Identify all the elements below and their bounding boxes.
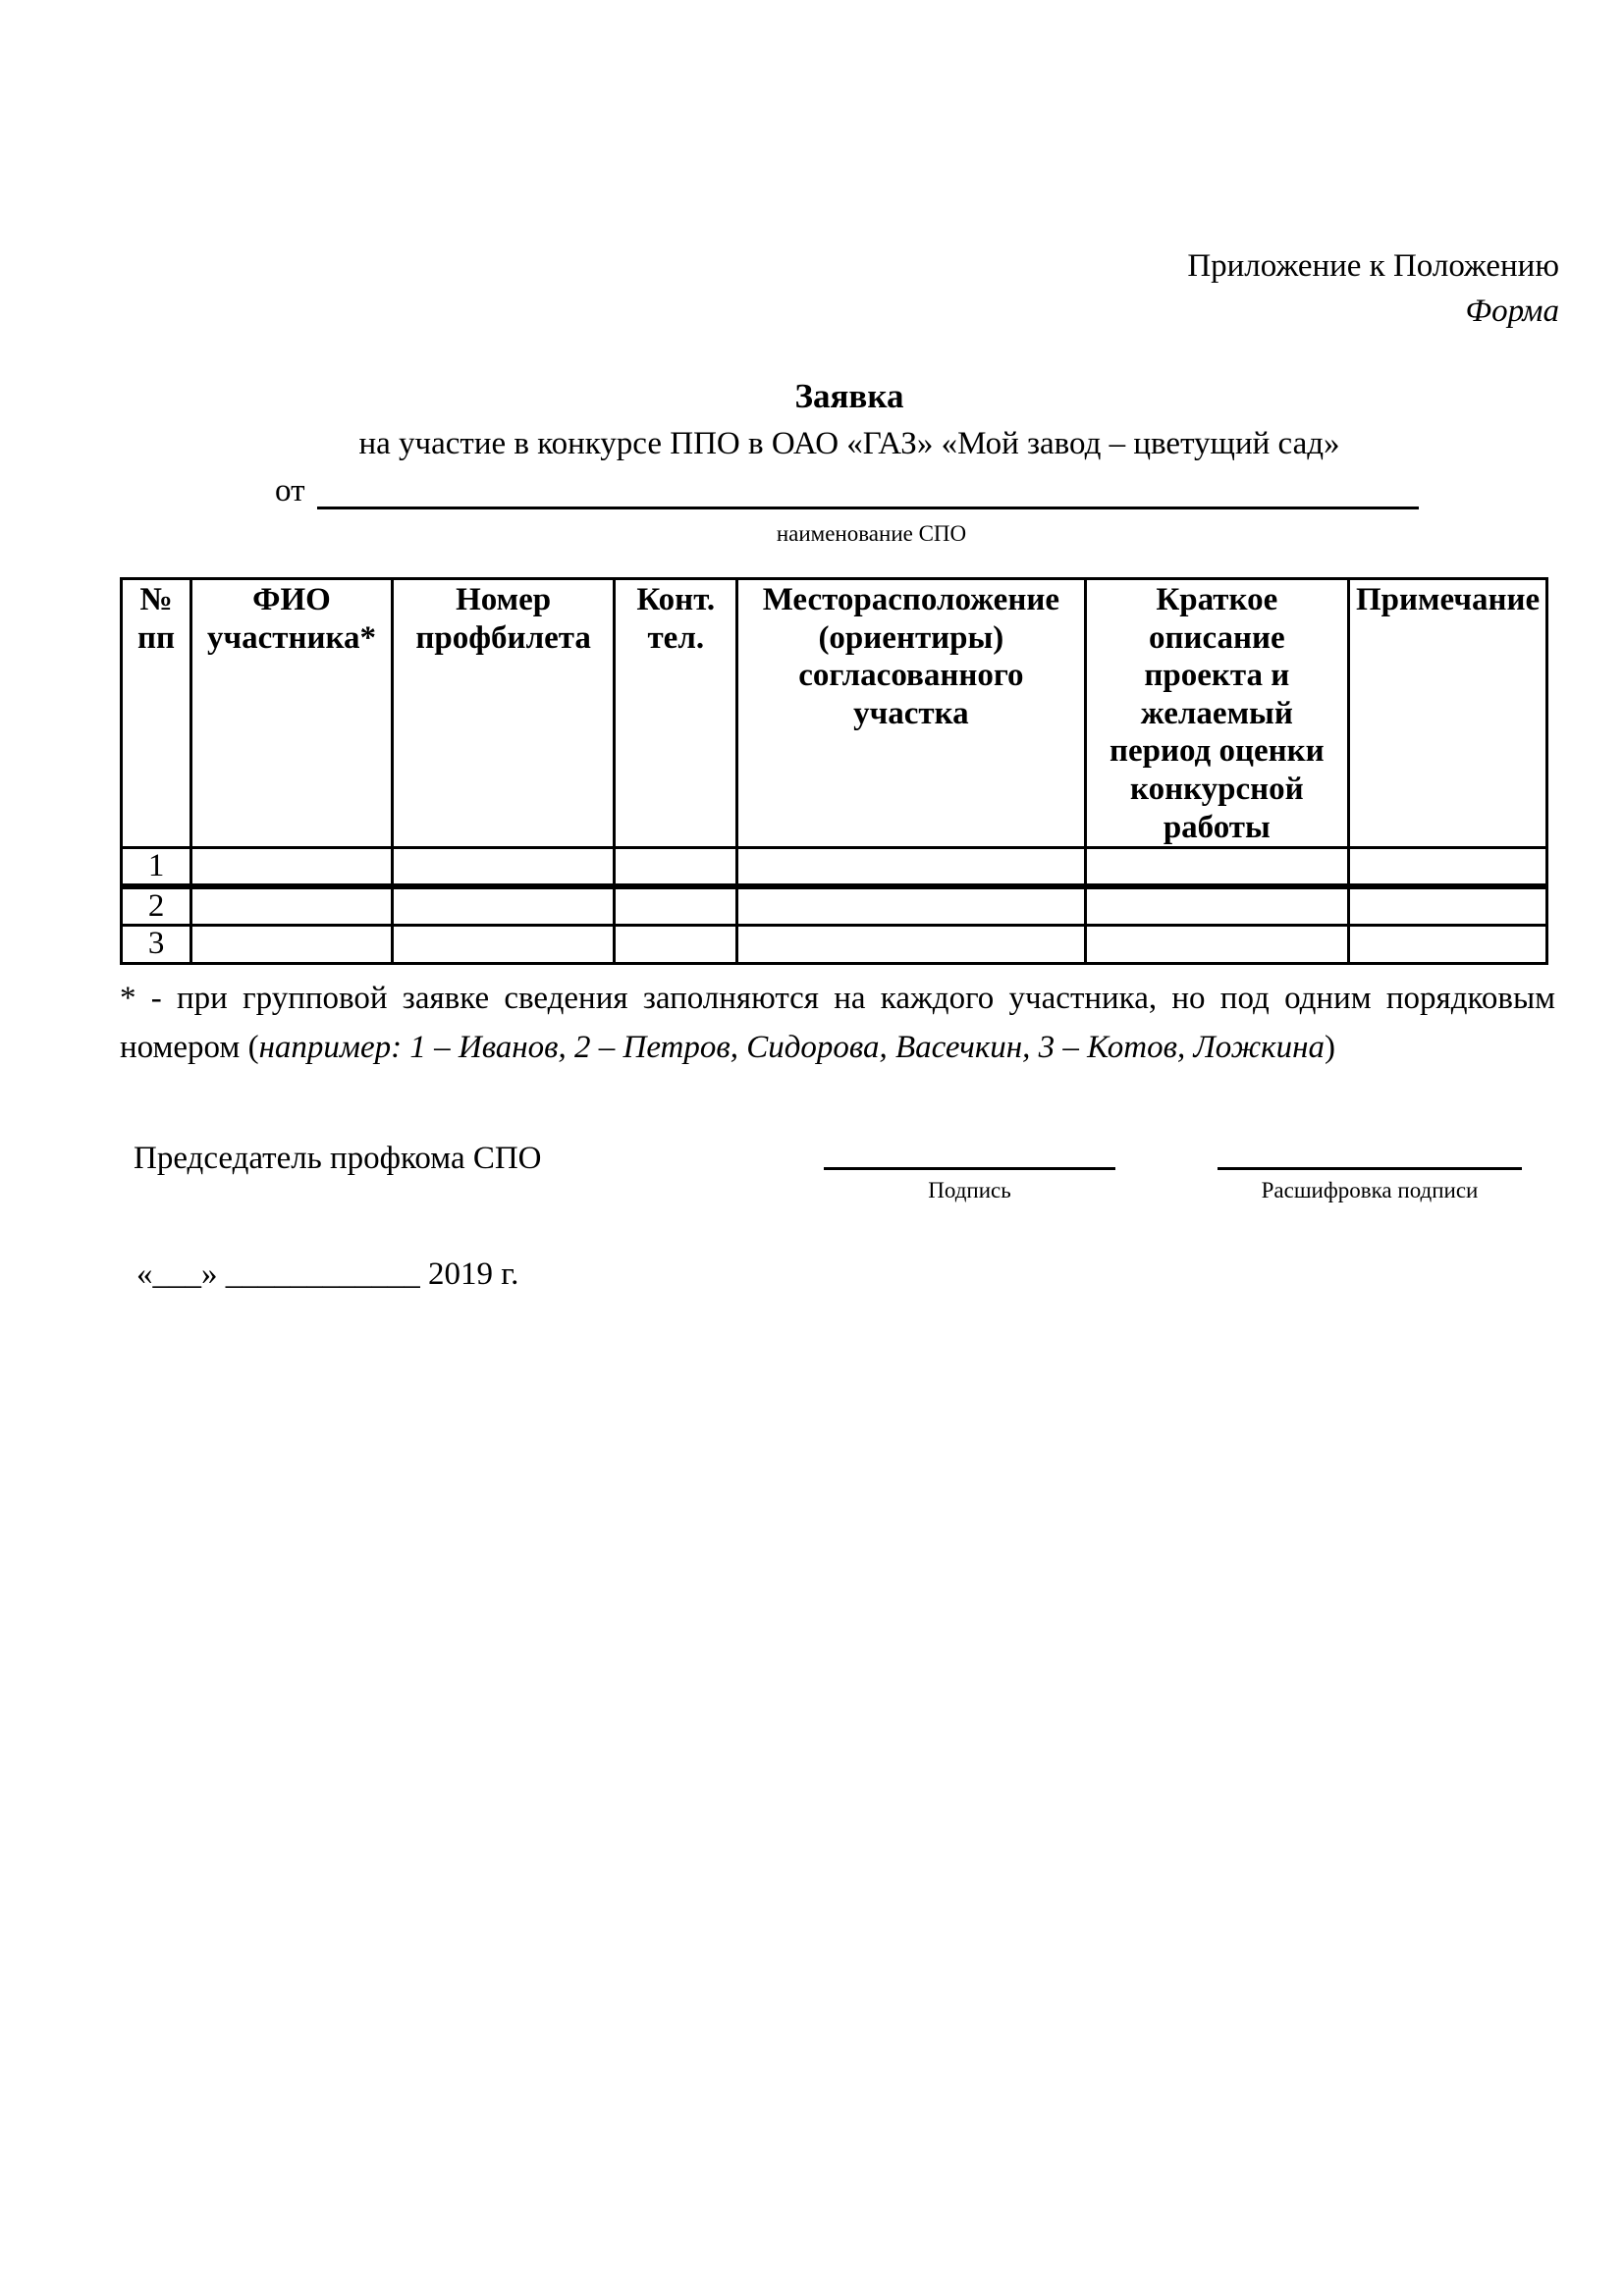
table-cell [737, 886, 1085, 925]
col-header-number: № пп [122, 579, 191, 848]
table-cell [1349, 925, 1547, 963]
spo-name-blank [317, 473, 1420, 509]
from-line [275, 473, 1419, 509]
table-cell [392, 886, 615, 925]
table-header-row [122, 579, 1547, 848]
table-cell [615, 848, 737, 886]
footnote-example: например: 1 – Иванов, 2 – Петров, Сидорова, Васечкин, 3 – Котов, Ложкина [258, 1030, 1325, 1066]
table-cell [191, 886, 393, 925]
footnote-closing: ) [1325, 1030, 1335, 1066]
table-row [122, 848, 1547, 886]
row-number-cell: 1 [122, 848, 191, 886]
col-header-location: Месторасположение (ориентиры) согласованного участка [737, 579, 1085, 848]
signature-decode-caption: Расшифровка подписи [1261, 1178, 1479, 1202]
signature-blank [824, 1135, 1115, 1170]
row-number-cell: 3 [122, 925, 191, 963]
table-cell [1349, 848, 1547, 886]
table-row [122, 925, 1547, 963]
table-cell [392, 848, 615, 886]
col-header-union-card-number: Номер профбилета [392, 579, 615, 848]
signature-caption: Подпись [928, 1178, 1011, 1202]
col-header-note: Примечание [1349, 579, 1547, 848]
table-cell [392, 925, 615, 963]
page-title: Заявка [794, 377, 904, 415]
table-row [122, 886, 1547, 925]
signature-decode-blank [1218, 1135, 1522, 1170]
spo-name-caption: наименование СПО [776, 521, 967, 546]
table-cell [737, 925, 1085, 963]
appendix-line: Приложение к Положению [1187, 248, 1559, 284]
col-header-contact-phone: Конт. тел. [615, 579, 737, 848]
appendix-block [1187, 243, 1559, 334]
table-cell [1349, 886, 1547, 925]
chairman-label: Председатель профкома СПО [134, 1141, 542, 1176]
table-cell [615, 925, 737, 963]
from-label: от [275, 473, 305, 508]
row-number-cell: 2 [122, 886, 191, 925]
footnote [120, 974, 1555, 1072]
page-subtitle: на участие в конкурсе ППО в ОАО «ГАЗ» «Мой завод – цветущий сад» [358, 426, 1340, 461]
col-header-project-description: Краткое описание проекта и желаемый период оценки конкурсной работы [1085, 579, 1349, 848]
table-cell [615, 886, 737, 925]
table-cell [191, 848, 393, 886]
participants-table [120, 577, 1548, 965]
date-line: «___» ____________ 2019 г. [136, 1256, 519, 1292]
col-header-participant-name: ФИО участника* [191, 579, 393, 848]
form-line: Форма [1465, 294, 1559, 330]
footnote-text: * - при групповой заявке сведения заполняются на каждого участника, но под одним порядковым номером ( [120, 981, 1555, 1066]
table-cell [191, 925, 393, 963]
table-cell [1085, 848, 1349, 886]
table-cell [737, 848, 1085, 886]
table-cell [1085, 925, 1349, 963]
table-cell [1085, 886, 1349, 925]
